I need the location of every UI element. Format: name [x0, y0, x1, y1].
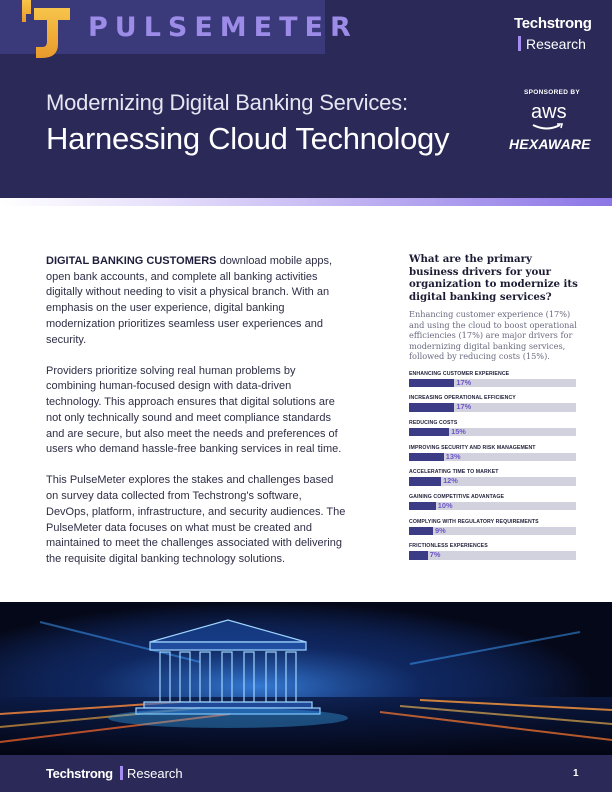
divider: [518, 36, 521, 51]
bar-value-label: 15%: [451, 426, 466, 436]
bar-track: [409, 453, 576, 462]
research-label: [518, 36, 586, 52]
techstrong-logo: Techstrong: [514, 15, 592, 32]
bar-row: [409, 519, 579, 544]
bar-row: [409, 395, 579, 420]
research-text: Research: [526, 36, 586, 52]
bank-building-image: [0, 602, 612, 755]
paragraph-3: This PulseMeter explores the stakes and challenges based on survey data collected from Techstrong's software, DevOps, platform, infrastructure, and security audiences. The PulseMeter data focuses on what must be created and maintained to meet the challenges associated with delivering the requisite digital banking technology solutions.: [46, 474, 346, 565]
hexaware-logo: HEXAWARE: [509, 136, 591, 152]
footer-research-text: Research: [127, 766, 183, 781]
bar-row: [409, 371, 579, 396]
bar-track: [409, 428, 576, 437]
pulsemeter-title: PULSEMETER: [88, 12, 358, 43]
page-footer: [0, 755, 612, 792]
aws-smile-icon: [532, 123, 564, 131]
bar-value-label: 13%: [445, 451, 461, 461]
bar-category-label: COMPLYING WITH REGULATORY REQUIREMENTS: [409, 518, 539, 525]
bar-value-label: 12%: [443, 476, 458, 486]
bar-row: [409, 469, 579, 494]
survey-sidebar: [409, 253, 579, 568]
bar-category-label: ENHANCING CUSTOMER EXPERIENCE: [409, 370, 510, 377]
bar-fill: [409, 379, 454, 388]
bar-fill: [409, 551, 428, 560]
digital-bank-illustration: [0, 602, 612, 755]
footer-techstrong-logo: Techstrong: [46, 766, 113, 781]
pulsemeter-logo-icon: [22, 0, 74, 60]
paragraph-1-lead: DIGITAL BANKING CUSTOMERS: [46, 255, 217, 267]
paragraph-1: [46, 254, 346, 348]
bar-track: [409, 477, 576, 486]
bar-row: [409, 445, 579, 470]
bar-row: [409, 543, 579, 568]
survey-question: What are the primary business drivers for your organization to modernize its digital banking services?: [409, 253, 578, 303]
bar-category-label: INCREASING OPERATIONAL EFFICIENCY: [409, 395, 516, 402]
sponsored-by-label: SPONSORED BY: [524, 89, 580, 96]
aws-logo: aws: [531, 101, 567, 123]
bar-track: [409, 527, 576, 536]
bar-fill: [409, 477, 441, 486]
bar-track: [409, 379, 576, 388]
bar-value-label: 17%: [456, 402, 472, 412]
headline-line2: Harnessing Cloud Technology: [46, 121, 450, 156]
bar-fill: [409, 527, 433, 536]
bar-fill: [409, 403, 454, 412]
bar-value-label: 17%: [456, 377, 472, 387]
drivers-bar-chart: [409, 371, 579, 569]
survey-summary: Enhancing customer experience (17%) and using the cloud to boost operational efficiencies (17%) are major drivers for modernizing digital banking services, followed by reducing costs (15%).: [409, 309, 577, 361]
bar-track: [409, 502, 576, 511]
footer-divider: [120, 766, 123, 780]
bar-category-label: REDUCING COSTS: [409, 419, 458, 426]
bar-fill: [409, 502, 436, 511]
bar-category-label: IMPROVING SECURITY AND RISK MANAGEMENT: [409, 444, 536, 451]
bar-category-label: FRICTIONLESS EXPERIENCES: [409, 543, 488, 550]
headline-line1: Modernizing Digital Banking Services:: [46, 90, 408, 115]
bar-value-label: 7%: [429, 550, 441, 560]
bar-category-label: ACCELERATING TIME TO MARKET: [409, 469, 499, 476]
gradient-stripe: [0, 198, 612, 206]
intro-text: [46, 254, 346, 583]
bar-track: [409, 403, 576, 412]
bar-row: [409, 494, 579, 519]
bar-fill: [409, 453, 444, 462]
page-number: 1: [573, 768, 579, 779]
footer-research-label: [120, 766, 183, 781]
paragraph-1-text: download mobile apps, open bank accounts, and complete all banking activities digitally without needing to visit a physical branch. With an emphasis on the user experience, digital banking modernization prioritizes seamless user experiences and security.: [46, 255, 333, 346]
bar-track: [409, 551, 576, 560]
bar-fill: [409, 428, 449, 437]
bar-value-label: 10%: [437, 500, 453, 510]
page-header: [0, 0, 612, 198]
bar-row: [409, 420, 579, 445]
bar-value-label: 9%: [435, 525, 446, 535]
bar-category-label: GAINING COMPETITIVE ADVANTAGE: [409, 493, 505, 500]
paragraph-2: Providers prioritize solving real human problems by combining human-focused design with data-driven technology. This approach ensures that digital solutions are not only technically sound and meet compliance standards and are secure, but also meet the needs and preferences of users who demand hassle-free banking services in real time.: [46, 364, 342, 456]
